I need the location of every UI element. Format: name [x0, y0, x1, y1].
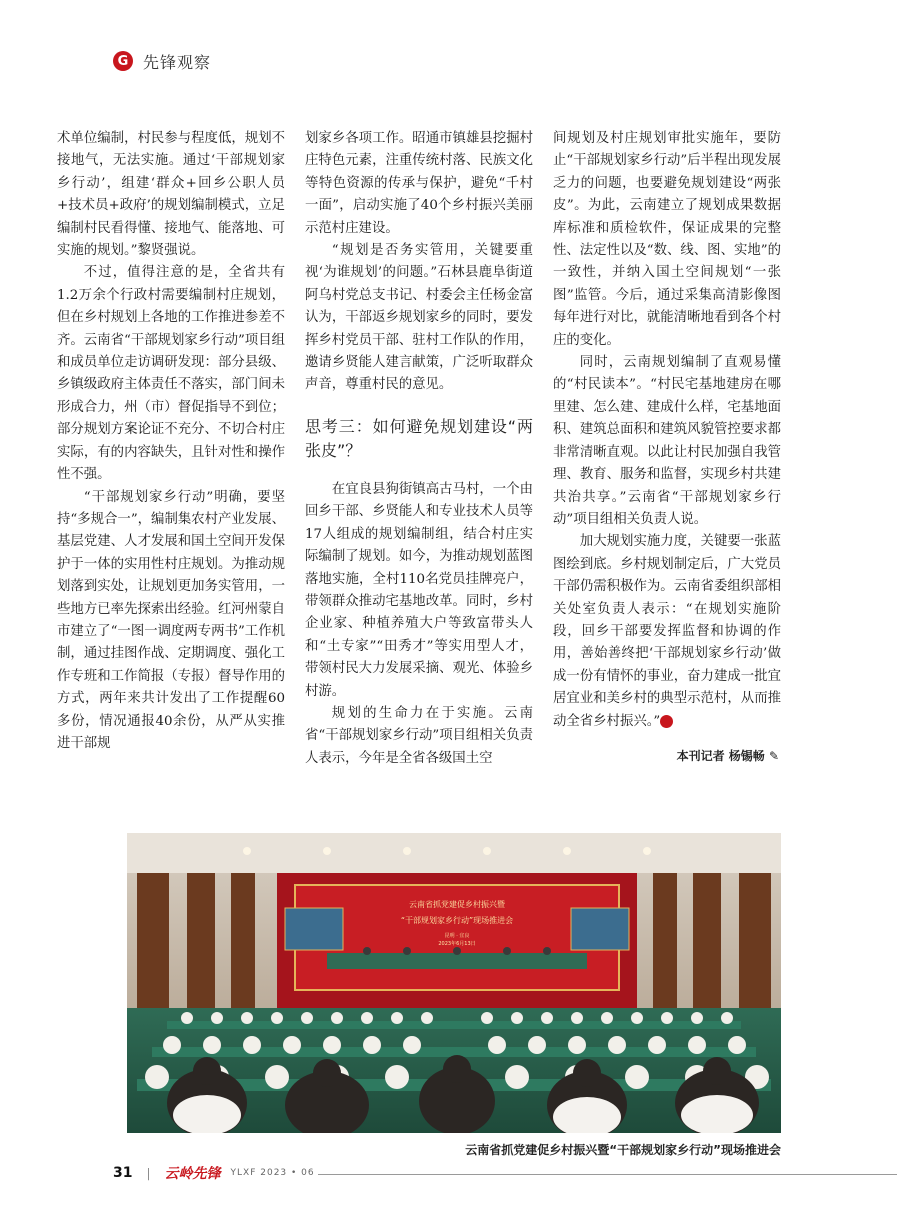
banner-line-2: “干部规划家乡行动”现场推进会 [400, 916, 514, 925]
paragraph: 间规划及村庄规划审批实施年，要防止“干部规划家乡行动”后半程出现发展乏力的问题，也要避免规划建设“两张皮”。为此，云南建立了规划成果数据库标准和质检软件，保证成果的完整性、法定性以及“数、线、图、实地”的一致性，并纳入国土空间规划“一张图”监管。今后，通过采集高清影像图每年进行对比，就能清晰地看到各个村庄的变化。 [553, 131, 781, 348]
byline-text: 本刊记者 杨锡畅 [676, 749, 765, 763]
magazine-logo: 云岭先锋 [164, 1166, 221, 1182]
section-heading: 思考三：如何避免规划建设“两张皮”？ [305, 416, 533, 460]
footer-rule [318, 1174, 897, 1175]
column-1 [57, 128, 285, 755]
pen-icon: ✎ [768, 749, 779, 763]
issue-number: YLXF 2023 • 06 [230, 1168, 315, 1178]
paragraph [553, 531, 781, 733]
byline [677, 747, 779, 764]
banner-line-3: 昆明 · 宜良 [444, 933, 470, 939]
banner-line-4: 2023年6月13日 [438, 941, 476, 947]
end-mark-icon: 云 [660, 715, 673, 728]
page-number: 31 [113, 1165, 133, 1181]
paragraph: 不过，值得注意的是，全省共有1.2万余个行政村需要编制村庄规划，但在乡村规划上各地的工作推进参差不齐。云南省“干部规划家乡行动”项目组和成员单位走访调研发现：部分县级、乡镇级政府主体责任不落实，部门间未形成合力，州（市）督促指导不到位；部分规划方案论证不充分、不切合村庄实际，有的内容缺失，且针对性和操作性不强。 [57, 265, 285, 483]
page-footer [113, 1163, 315, 1183]
column-2 [305, 128, 533, 770]
meeting-photo [127, 833, 781, 1133]
paragraph: “干部规划家乡行动”明确，要坚持“多规合一”，编制集农村产业发展、基层党建、人才发展和国土空间开发保护于一体的实用性村庄规划。为推动规划落到实处，让规划更加务实管用，一些地方已率先探索出经验。红河州蒙自市建立了“一图一调度两专两书”工作机制，通过挂图作战、定期调度、强化工作专班和工作简报（专报）督导作用的方式，两年来共计发出了工作提醒60多份，情况通报40余份，从严从实推进干部规 [57, 489, 285, 751]
page-header [113, 48, 211, 74]
footer-separator: | [146, 1166, 151, 1180]
paragraph: 术单位编制，村民参与程度低，规划不接地气，无法实施。通过‘干部规划家乡行动’，组建‘群众+回乡公职人员+技术员+政府’的规划编制模式，立足编制村民看得懂、接地气、能落地、可实施的规划。”黎贤强说。 [57, 131, 285, 259]
paragraph: 规划的生命力在于实施。云南省“干部规划家乡行动”项目组相关负责人表示，今年是全省各级国土空 [305, 705, 533, 766]
paragraph: 在宜良县狗街镇高古马村，一个由回乡干部、乡贤能人和专业技术人员等17人组成的规划编制组，结合村庄实际编制了规划。如今，为推动规划蓝图落地实施，全村110名党员挂牌亮户，带领群众推动宅基地改革。同时，乡村企业家、种植养殖大户等致富带头人和“土专家”“田秀才”等实用型人才，带领村民大力发展采摘、观光、体验乡村游。 [305, 481, 533, 699]
section-title: 先锋观察 [143, 52, 212, 72]
paragraph-text: 加大规划实施力度，关键要一张蓝图绘到底。乡村规划制定后，广大党员干部仍需积极作为。云南省委组织部相关处室负责人表示：“在规划实施阶段，回乡干部要发挥监督和协调的作用，善始善终把‘干部规划家乡行动’做成一份有情怀的事业，奋力建成一批宜居宜业和美乡村的典型示范村，从而推动全省乡村振兴。” [553, 534, 781, 729]
paragraph: “规划是否务实管用，关键要重视‘为谁规划’的问题。”石林县鹿阜街道阿乌村党总支书记、村委会主任杨金富认为，干部返乡规划家乡的同时，要发挥乡村党员干部、驻村工作队的作用，邀请乡贤能人建言献策，广泛听取群众声音，尊重村民的意见。 [305, 243, 533, 393]
section-logo-icon: G [113, 51, 133, 71]
banner-line-1: 云南省抓党建促乡村振兴暨 [409, 900, 505, 909]
column-3 [553, 128, 781, 733]
photo-caption: 云南省抓党建促乡村振兴暨“干部规划家乡行动”现场推进会 [465, 1143, 781, 1157]
meeting-photo-illustration [127, 833, 781, 1133]
paragraph: 划家乡各项工作。昭通市镇雄县挖掘村庄特色元素，注重传统村落、民族文化等特色资源的传承与保护，避免“千村一面”，启动实施了40个乡村振兴美丽示范村庄建设。 [305, 131, 533, 236]
paragraph: 同时，云南规划编制了直观易懂的“村民读本”。“村民宅基地建房在哪里建、怎么建、建成什么样，宅基地面积、建筑总面积和建筑风貌管控要求都非常清晰直观。以此让村民加强自我管理、教育、服务和监督，实现乡村共建共治共享。”云南省“干部规划家乡行动”项目组相关负责人说。 [553, 355, 781, 527]
